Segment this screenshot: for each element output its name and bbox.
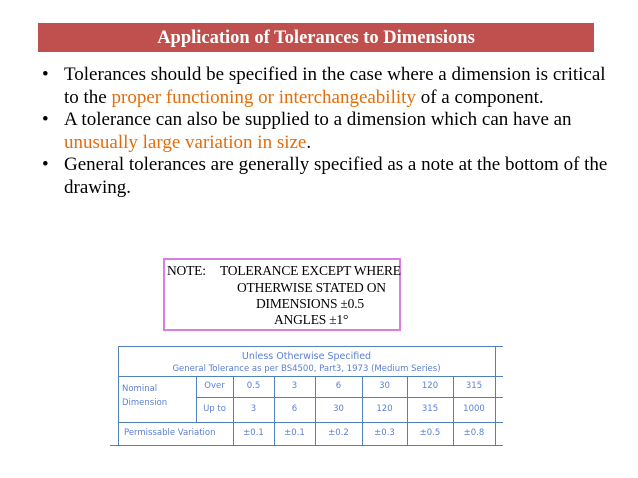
bullet-item (38, 109, 613, 154)
table-border (110, 445, 503, 446)
bullet-text-end: of a component. (415, 86, 544, 108)
bullet-text: A tolerance can also be supplied to a dimension which can have an (64, 109, 572, 130)
bullet-item (38, 154, 613, 199)
note-line-4: ANGLES ±1° (274, 312, 349, 327)
table-heading: Unless Otherwise Specified (241, 351, 372, 362)
over-value: 315 (465, 381, 483, 391)
row-label-dimension: Dimension (122, 398, 168, 408)
table-divider (118, 422, 503, 423)
bullet-highlight: unusually large variation in size (64, 131, 307, 153)
variation-value: ±0.1 (243, 428, 264, 438)
upto-value: 1000 (463, 404, 485, 414)
bullet-text: Tolerances should be specified in the case where a dimension is critical to the (64, 64, 606, 108)
variation-value: ±0.1 (284, 428, 305, 438)
table-border (118, 346, 503, 347)
bullet-item (38, 64, 613, 109)
tolerance-note-box (163, 258, 401, 331)
table-border (495, 346, 496, 445)
bullet-list (38, 64, 613, 199)
general-tolerance-table (110, 340, 503, 448)
variation-value: ±0.8 (463, 428, 485, 438)
bullet-dot: • (42, 64, 49, 85)
upto-value: 30 (333, 404, 344, 414)
slide-title: Application of Tolerances to Dimensions (157, 28, 475, 48)
bullet-text-end: . (306, 131, 312, 153)
variation-value: ±0.5 (419, 428, 441, 438)
over-value: 30 (379, 381, 390, 391)
table-divider (118, 376, 503, 377)
variation-value: ±0.3 (374, 428, 395, 438)
slide-title-bar (38, 23, 594, 52)
note-line-3: DIMENSIONS ±0.5 (256, 296, 364, 311)
note-line-1: TOLERANCE EXCEPT WHERE (220, 263, 401, 278)
note-line-2: OTHERWISE STATED ON (237, 280, 386, 295)
upto-label: Up to (203, 404, 226, 414)
upto-value: 120 (376, 404, 393, 414)
variation-label: Permissable Variation (124, 428, 216, 438)
variation-value: ±0.2 (328, 428, 349, 438)
bullet-dot: • (42, 109, 49, 130)
table-divider (196, 397, 503, 398)
row-label-nominal: Nominal (122, 384, 158, 394)
bullet-text: General tolerances are generally specified as a note at the bottom of the drawing. (64, 154, 608, 198)
upto-value: 6 (291, 404, 298, 414)
upto-value: 315 (421, 404, 439, 414)
table-subheading: General Tolerance as per BS4500, Part3, 1973 (Medium Series) (172, 364, 441, 374)
over-value: 120 (421, 381, 439, 391)
over-value: 3 (291, 381, 298, 391)
upto-value: 3 (250, 404, 257, 414)
bullet-highlight: proper functioning or interchangeability (111, 86, 416, 108)
note-label: NOTE: (167, 263, 206, 278)
over-value: 0.5 (246, 381, 261, 391)
bullet-dot: • (42, 154, 49, 175)
over-value: 6 (335, 381, 342, 391)
over-label: Over (204, 381, 225, 391)
